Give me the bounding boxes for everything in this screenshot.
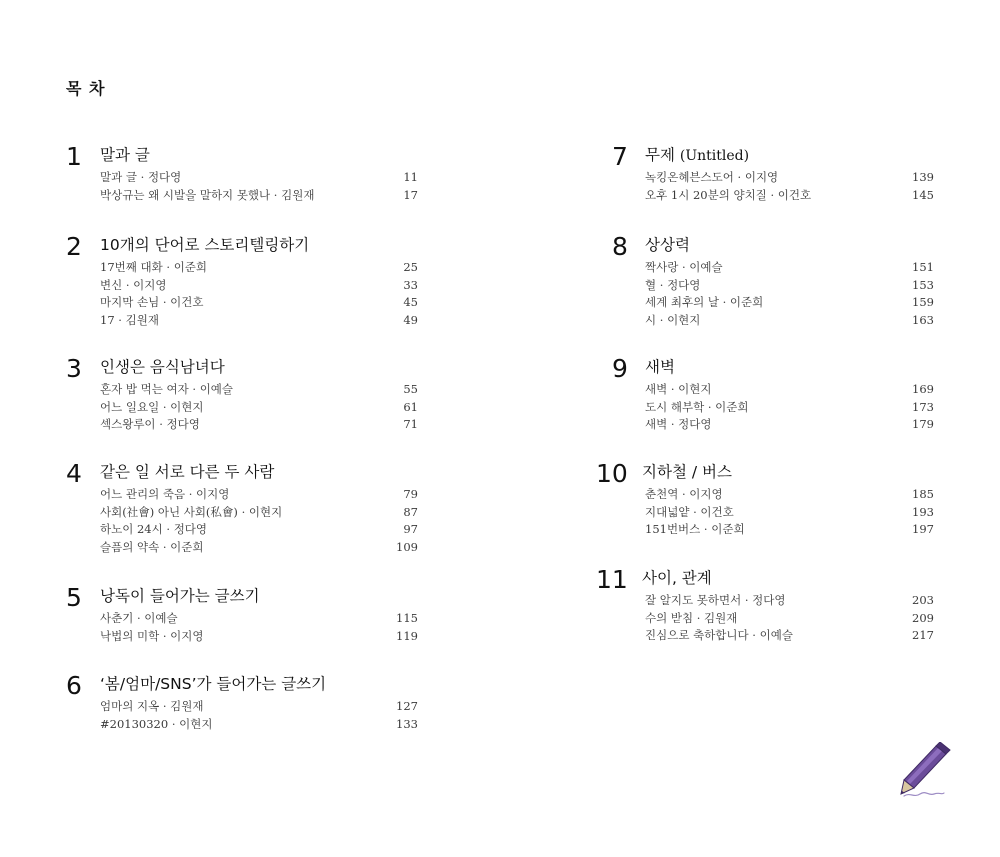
toc-entry[interactable]	[100, 312, 418, 330]
toc-entry[interactable]	[645, 521, 934, 539]
entry-page: 55	[403, 382, 418, 396]
entry-title: 녹킹온혜븐스도어 · 이지영	[645, 170, 779, 184]
chapter-number: 9	[612, 354, 628, 383]
entry-page: 33	[403, 277, 418, 292]
toc-entry[interactable]	[100, 169, 418, 187]
toc-entry[interactable]	[100, 521, 418, 539]
chapter-title: 말과 글	[100, 146, 150, 164]
entry-title: 새벽 · 이현지	[645, 382, 712, 396]
chapter-9	[612, 355, 934, 434]
entry-title: 진심으로 축하합니다 · 이예슬	[645, 628, 793, 642]
entry-page: 11	[403, 170, 418, 184]
chapter-3	[66, 355, 418, 434]
entry-title: 오후 1시 20분의 양치질 · 이건호	[645, 187, 812, 202]
toc-entry[interactable]	[645, 486, 934, 504]
chapter-2	[66, 233, 418, 329]
chapter-title: 지하철 / 버스	[642, 463, 732, 481]
entry-page: 97	[403, 522, 418, 536]
toc-entry[interactable]	[100, 399, 418, 417]
chapter-7	[612, 143, 934, 204]
chapter-title: 같은 일 서로 다른 두 사람	[100, 463, 275, 481]
entry-title: 수의 받침 · 김원재	[645, 610, 738, 625]
entry-page: 209	[912, 610, 934, 625]
entry-title: 말과 글 · 정다영	[100, 170, 182, 184]
entry-page: 145	[912, 187, 934, 202]
chapter-10	[596, 459, 934, 539]
entry-title: 151번버스 · 이준희	[645, 522, 745, 536]
entry-title: 어느 관리의 죽음 · 이지영	[100, 487, 230, 501]
chapter-title-en: (Untitled)	[679, 148, 750, 164]
entry-page: 185	[912, 487, 934, 501]
entry-title: 변신 · 이지영	[100, 277, 167, 292]
chapter-6	[66, 672, 418, 733]
chapter-title-ko: 무제	[645, 146, 675, 164]
chapter-title: 새벽	[645, 358, 675, 376]
toc-entry[interactable]	[100, 628, 418, 646]
chapter-4	[66, 460, 418, 556]
chapter-number: 5	[66, 583, 82, 612]
chapter-number: 3	[66, 354, 82, 383]
toc-entry[interactable]	[100, 187, 418, 205]
toc-entry[interactable]	[645, 294, 934, 312]
entry-page: 153	[912, 277, 934, 292]
chapter-title: ‘봄/엄마/SNS’가 들어가는 글쓰기	[100, 675, 327, 693]
entry-title: #20130320 · 이현지	[100, 716, 213, 731]
entry-page: 25	[403, 260, 418, 274]
entry-page: 151	[912, 260, 934, 274]
entry-title: 사회(社會) 아닌 사회(私會) · 이현지	[100, 504, 283, 519]
chapter-title: 낭독이 들어가는 글쓰기	[100, 587, 260, 605]
entry-page: 203	[912, 593, 934, 607]
entry-page: 119	[396, 628, 418, 643]
toc-entry[interactable]	[645, 504, 934, 522]
entry-page: 163	[912, 312, 934, 327]
toc-entry[interactable]	[100, 698, 418, 716]
chapter-number: 11	[596, 565, 628, 594]
toc-entry[interactable]	[645, 592, 934, 610]
page-title: 목 차	[66, 79, 106, 98]
toc-entry[interactable]	[100, 539, 418, 557]
chapter-title: 인생은 음식남녀다	[100, 358, 225, 376]
entry-title: 세계 최후의 날 · 이준희	[645, 295, 764, 309]
chapter-title: 10개의 단어로 스토리텔링하기	[100, 236, 310, 254]
toc-entry[interactable]	[645, 381, 934, 399]
entry-title: 혈 · 정다영	[645, 277, 701, 292]
pencil-icon	[896, 742, 954, 802]
entry-page: 173	[912, 399, 934, 414]
toc-entry[interactable]	[100, 486, 418, 504]
entry-title: 시 · 이현지	[645, 312, 701, 327]
entry-title: 박상규는 왜 시발을 말하지 못했나 · 김원재	[100, 187, 315, 202]
toc-entry[interactable]	[645, 187, 934, 205]
chapter-11	[596, 565, 934, 645]
entry-page: 17	[403, 187, 418, 202]
entry-page: 61	[403, 399, 418, 414]
toc-entry[interactable]	[645, 169, 934, 187]
chapter-title	[645, 145, 749, 166]
toc-entry[interactable]	[100, 416, 418, 434]
toc-entry[interactable]	[645, 627, 934, 645]
entry-title: 슬픔의 약속 · 이준희	[100, 539, 204, 554]
entry-page: 159	[912, 295, 934, 309]
chapter-title: 사이, 관계	[642, 569, 712, 587]
entry-title: 잘 알지도 못하면서 · 정다영	[645, 593, 786, 607]
entry-page: 139	[912, 170, 934, 184]
entry-page: 45	[403, 295, 418, 309]
chapter-number: 4	[66, 459, 82, 488]
entry-title: 짝사랑 · 이예슬	[645, 260, 723, 274]
entry-page: 197	[912, 522, 934, 536]
entry-title: 혼자 밥 먹는 여자 · 이예슬	[100, 382, 234, 396]
entry-page: 87	[403, 504, 418, 519]
chapter-8	[612, 233, 934, 329]
entry-page: 49	[403, 312, 418, 327]
toc-entry[interactable]	[100, 504, 418, 522]
entry-title: 섹스왕루이 · 정다영	[100, 417, 200, 431]
entry-page: 217	[912, 628, 934, 642]
entry-title: 어느 일요일 · 이현지	[100, 399, 204, 414]
toc-entry[interactable]	[100, 277, 418, 295]
entry-page: 71	[403, 417, 418, 431]
chapter-number: 1	[66, 142, 82, 171]
entry-page: 169	[912, 382, 934, 396]
toc-entry[interactable]	[100, 610, 418, 628]
entry-title: 엄마의 지옥 · 김원재	[100, 699, 204, 713]
entry-page: 133	[396, 716, 418, 731]
chapter-number: 10	[596, 459, 628, 488]
toc-entry[interactable]	[645, 259, 934, 277]
entry-title: 사춘기 · 이예슬	[100, 611, 178, 625]
entry-title: 도시 해부학 · 이준희	[645, 399, 749, 414]
toc-entry[interactable]	[100, 381, 418, 399]
toc-entry[interactable]	[645, 312, 934, 330]
entry-title: 낙법의 미학 · 이지영	[100, 628, 204, 643]
entry-page: 109	[396, 539, 418, 554]
entry-title: 17 · 김원재	[100, 312, 159, 327]
chapter-title: 상상력	[645, 236, 690, 254]
chapter-1	[66, 143, 418, 204]
toc-entry[interactable]	[645, 399, 934, 417]
chapter-number: 7	[612, 142, 628, 171]
toc-entry[interactable]	[100, 716, 418, 734]
entry-title: 새벽 · 정다영	[645, 417, 712, 431]
entry-page: 179	[912, 417, 934, 431]
toc-entry[interactable]	[645, 277, 934, 295]
entry-page: 79	[403, 487, 418, 501]
toc-entry[interactable]	[100, 294, 418, 312]
chapter-number: 6	[66, 671, 82, 700]
chapter-number: 8	[612, 232, 628, 261]
entry-title: 17번째 대화 · 이준희	[100, 260, 208, 274]
toc-entry[interactable]	[645, 610, 934, 628]
entry-title: 지대넓얕 · 이건호	[645, 504, 734, 519]
entry-page: 127	[396, 699, 418, 713]
toc-entry[interactable]	[645, 416, 934, 434]
entry-title: 마지막 손님 · 이건호	[100, 295, 204, 309]
entry-page: 193	[912, 504, 934, 519]
chapter-number: 2	[66, 232, 82, 261]
entry-page: 115	[396, 611, 418, 625]
entry-title: 하노이 24시 · 정다영	[100, 522, 208, 536]
entry-title: 춘천역 · 이지영	[645, 487, 723, 501]
chapter-5	[66, 584, 418, 645]
toc-entry[interactable]	[100, 259, 418, 277]
